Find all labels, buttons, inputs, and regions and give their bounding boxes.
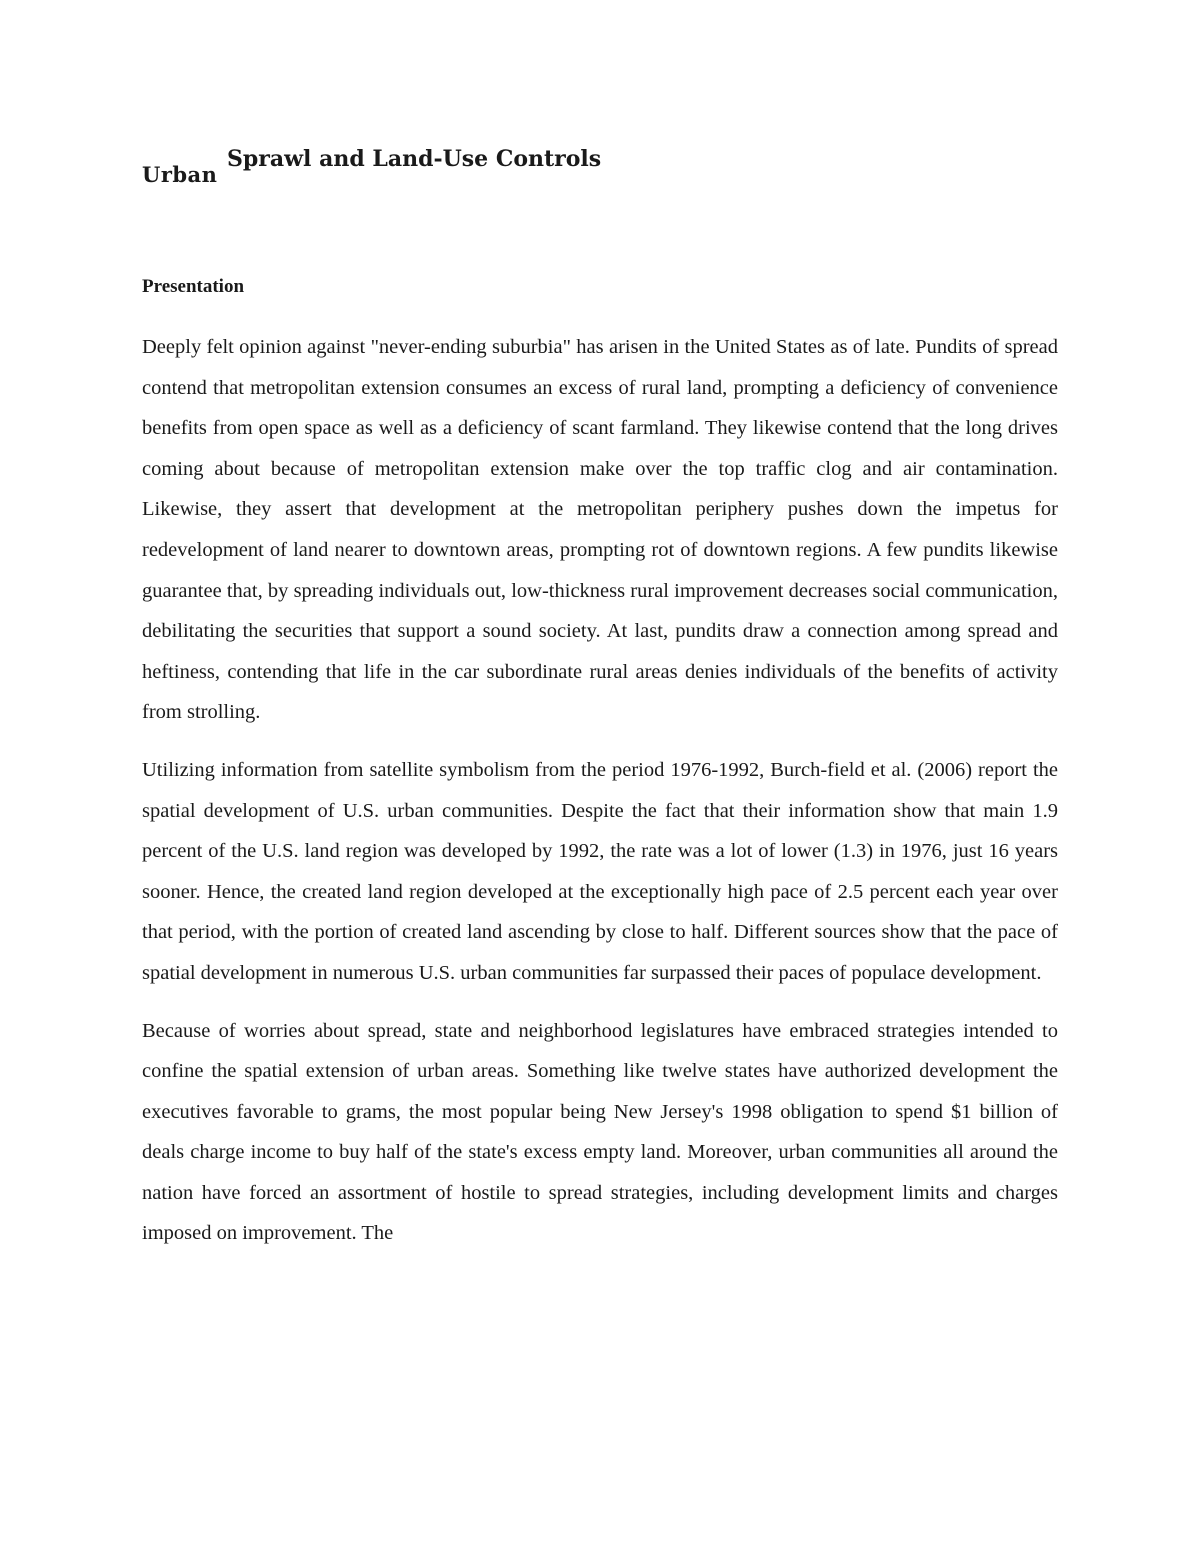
paragraph-2: Utilizing information from satellite symbolism from the period 1976-1992, Burch-field et al. (2006) report the spatial development of U.S. urban communities. Despite the fact that their information show that main 1.9 percent of the U.S. land region was developed by 1992, the rate was a lot of lower (1.3) in 1976, just 16 years sooner. Hence, the created land region developed at the exceptionally high pace of 2.5 percent each year over that period, with the portion of created land ascending by close to half. Different sources show that the pace of spatial development in numerous U.S. urban communities far surpassed their paces of populace development. xyxy=(142,758,1058,984)
paragraph-3: Because of worries about spread, state and neighborhood legislatures have embraced strategies intended to confine the spatial extension of urban areas. Something like twelve states have authorized development the executives favorable to grams, the most popular being New Jersey's 1998 obligation to spend $1 billion of deals charge income to buy half of the state's excess empty land. Moreover, urban communities all around the nation have forced an assortment of hostile to spread strategies, including development limits and charges imposed on improvement. The xyxy=(142,1019,1058,1245)
document-body xyxy=(142,327,1058,1271)
paragraph-1: Deeply felt opinion against "never-ending suburbia" has arisen in the United States as of late. Pundits of spread contend that metropolitan extension consumes an excess of rural land, prompting a deficiency of convenience benefits from open space as well as a deficiency of scant farmland. They likewise contend that the long drives coming about because of metropolitan extension make over the top traffic clog and air contamination. Likewise, they assert that development at the metropolitan periphery pushes down the impetus for redevelopment of land nearer to downtown areas, prompting rot of downtown regions. A few pundits likewise guarantee that, by spreading individuals out, low-thickness rural improvement decreases social communication, debilitating the securities that support a sound society. At last, pundits draw a connection among spread and heftiness, contending that life in the car subordinate rural areas denies individuals of the benefits of activity from strolling. xyxy=(142,336,1058,724)
document-page xyxy=(142,140,1058,1245)
title-word-urban: Urban xyxy=(142,162,218,187)
document-title xyxy=(142,140,1058,200)
section-heading: Presentation xyxy=(142,276,245,297)
title-rest: Sprawl and Land-Use Controls xyxy=(227,146,602,172)
